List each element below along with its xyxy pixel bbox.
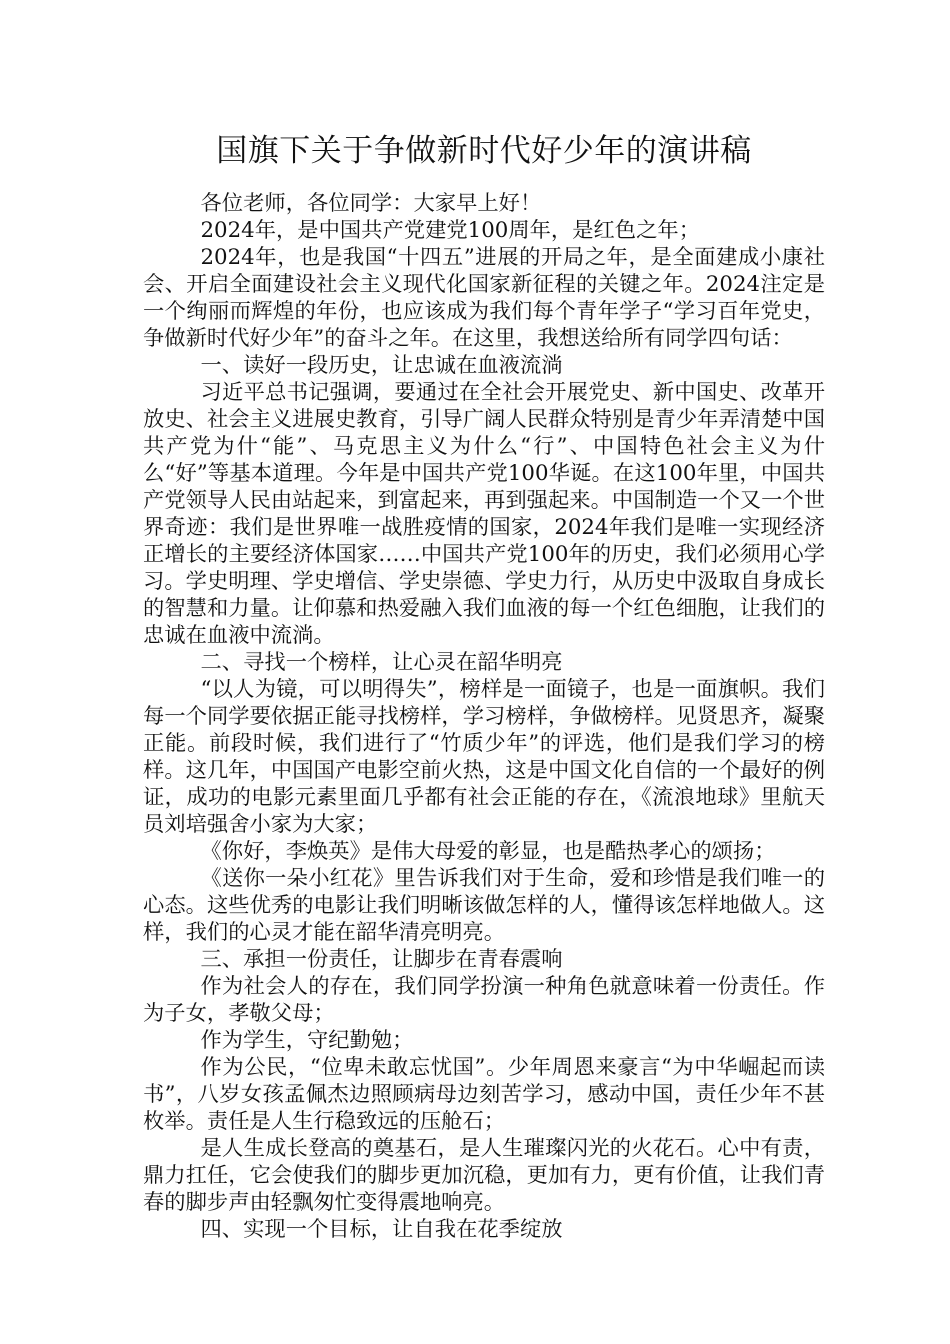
paragraph-section-3c: 作为公民，“位卑未敢忘忧国”。少年周恩来豪言“为中华崛起而读书”，八岁女孩孟佩杰边照顾病母边刻苦学习，感动中国，责任少年不甚枚举。责任是人生行稳致远的压舱石； <box>143 1055 825 1134</box>
paragraph-section-1: 习近平总书记强调，要通过在全社会开展党史、新中国史、改革开放史、社会主义进展史教育，引导广阔人民群众特别是青少年弄清楚中国共产党为什“能”、马克思主义为什么“行”、中国特色社会主义为什么“好”等基本道理。今年是中国共产党100华诞。在这100年里，中国共产党领导人民由站起来，到富起来，再到强起来。中国制造一个又一个世界奇迹：我们是世界唯一战胜疫情的国家，2024年我们是唯一实现经济正增长的主要经济体国家……中国共产党100年的历史，我们必须用心学习。学史明理、学史增信、学史崇德、学史力行，从历史中汲取自身成长的智慧和力量。让仰慕和热爱融入我们血液的每一个红色细胞，让我们的忠诚在血液中流淌。 <box>143 380 825 648</box>
paragraph-section-2b: 《你好，李焕英》是伟大母爱的彰显，也是酷热孝心的颂扬； <box>200 839 776 864</box>
section-heading-4: 四、实现一个目标，让自我在花季绽放 <box>200 1217 563 1242</box>
section-heading-3: 三、承担一份责任，让脚步在青春震响 <box>200 947 563 972</box>
paragraph-section-2c: 《送你一朵小红花》里告诉我们对于生命，爱和珍惜是我们唯一的心态。这些优秀的电影让我们明晰该做怎样的人，懂得该怎样地做人。这样，我们的心灵才能在韶华清亮明亮。 <box>143 866 825 945</box>
paragraph-section-3a: 作为社会人的存在，我们同学扮演一种角色就意味着一份责任。作为子女，孝敬父母； <box>143 974 825 1026</box>
document-title: 国旗下关于争做新时代好少年的演讲稿 <box>216 133 752 169</box>
paragraph-greeting: 各位老师，各位同学：大家早上好！ <box>200 191 542 216</box>
paragraph-intro-2: 2024年，也是我国“十四五”进展的开局之年，是全面建成小康社会、开启全面建设社会主义现代化国家新征程的关键之年。2024注定是一个绚丽而辉煌的年份，也应该成为我们每个青年学子“学习百年党史，争做新时代好少年”的奋斗之年。在这里，我想送给所有同学四句话： <box>143 245 825 351</box>
paragraph-intro-1: 2024年，是中国共产党建党100周年，是红色之年； <box>200 218 700 243</box>
paragraph-section-2a: “以人为镜，可以明得失”，榜样是一面镜子，也是一面旗帜。我们每一个同学要依据正能寻找榜样，学习榜样，争做榜样。见贤思齐，凝聚正能。前段时候，我们进行了“竹质少年”的评选，他们是我们学习的榜样。这几年，中国国产电影空前火热，这是中国文化自信的一个最好的例证，成功的电影元素里面几乎都有社会正能的存在，《流浪地球》里航天员刘培强舍小家为大家； <box>143 677 825 837</box>
paragraph-section-3d: 是人生成长登高的奠基石，是人生璀璨闪光的火花石。心中有责，鼎力扛任，它会使我们的脚步更加沉稳，更加有力，更有价值，让我们青春的脚步声由轻飘匆忙变得震地响亮。 <box>143 1136 825 1215</box>
document-page <box>143 122 825 1243</box>
document-body <box>143 190 825 1243</box>
section-heading-2: 二、寻找一个榜样，让心灵在韶华明亮 <box>200 650 563 675</box>
section-heading-1: 一、读好一段历史，让忠诚在血液流淌 <box>200 353 563 378</box>
paragraph-section-3b: 作为学生，守纪勤勉； <box>200 1028 414 1053</box>
